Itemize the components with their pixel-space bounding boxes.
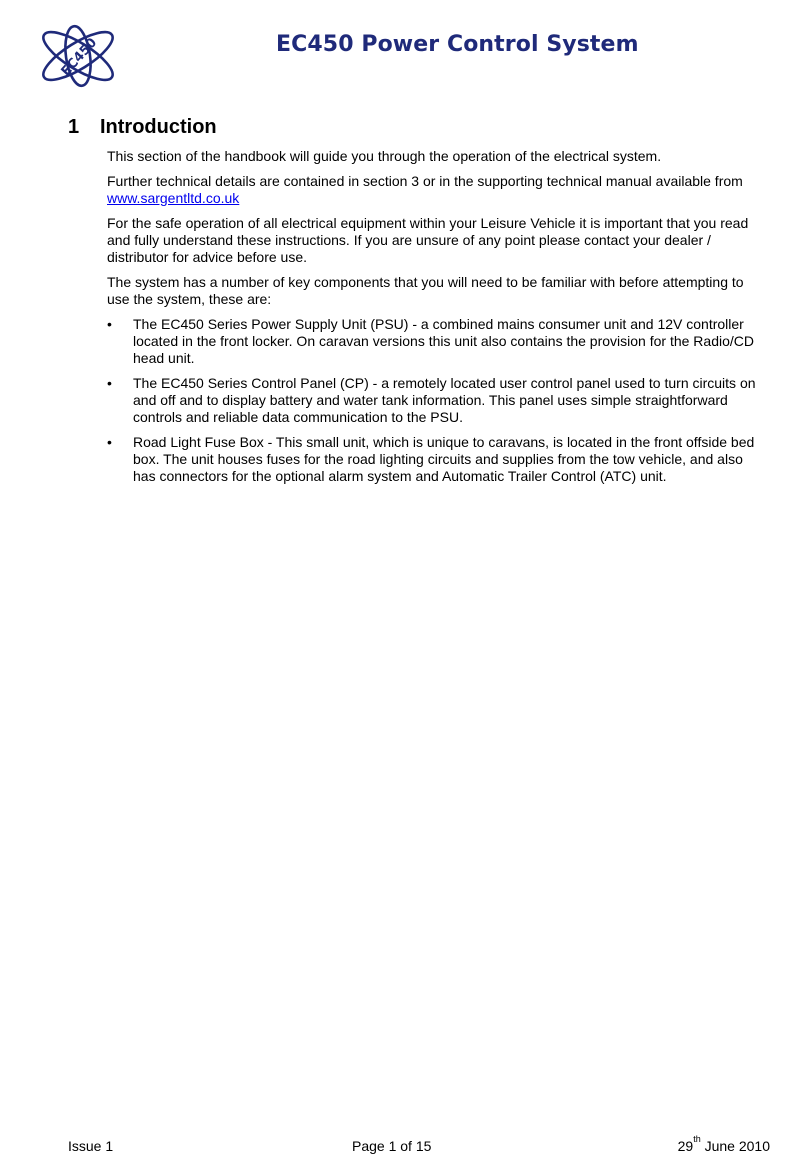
- bullet-icon: •: [107, 316, 112, 332]
- logo-text: EC450: [58, 35, 101, 80]
- list-item: [107, 375, 767, 426]
- list-item-text: Road Light Fuse Box - This small unit, which is unique to caravans, is located in the front offside bed box. The unit houses fuses for the road lighting circuits and supplies from the tow vehicle, and also has connectors for the optional alarm system and Automatic Trailer Control (ATC) unit.: [133, 434, 755, 484]
- bullet-icon: •: [107, 434, 112, 450]
- page-number: Page 1 of 15: [352, 1138, 432, 1154]
- section-heading: [68, 116, 217, 139]
- component-list: [107, 316, 767, 485]
- technical-details-paragraph: [107, 173, 767, 207]
- document-title: EC450 Power Control System: [276, 32, 639, 57]
- issue-date: [677, 1134, 770, 1154]
- date-day: 29: [677, 1138, 694, 1154]
- date-suffix: th: [693, 1134, 701, 1144]
- list-item-text: The EC450 Series Control Panel (CP) - a remotely located user control panel used to turn circuits on and off and to display battery and water tank information. This panel uses simple straightforward controls and reliable data communication to the PSU.: [133, 375, 756, 425]
- safety-paragraph: For the safe operation of all electrical equipment within your Leisure Vehicle it is important that you read and fully understand these instructions. If you are unsure of any point please contact your dealer / distributor for advice before use.: [107, 215, 749, 265]
- section-number: 1: [68, 116, 80, 138]
- list-item: [107, 434, 767, 485]
- page-footer: [68, 1134, 770, 1158]
- issue-label: Issue 1: [68, 1138, 114, 1154]
- section-title: Introduction: [100, 116, 217, 138]
- date-month-year: June 2010: [700, 1138, 770, 1154]
- components-paragraph: The system has a number of key components that you will need to be familiar with before attempting to use the system, these are:: [107, 274, 744, 307]
- list-item-text: The EC450 Series Power Supply Unit (PSU) - a combined mains consumer unit and 12V controller located in the front locker. On caravan versions this unit also contains the provision for the Radio/CD head unit.: [133, 316, 754, 366]
- ec450-logo: [36, 16, 120, 92]
- technical-details-text: Further technical details are contained in section 3 or in the supporting technical manual available from: [107, 173, 743, 189]
- bullet-icon: •: [107, 375, 112, 391]
- website-link[interactable]: www.sargentltd.co.uk: [107, 190, 240, 206]
- intro-paragraph: This section of the handbook will guide you through the operation of the electrical system.: [107, 148, 662, 164]
- list-item: [107, 316, 767, 367]
- document-body: [107, 148, 767, 493]
